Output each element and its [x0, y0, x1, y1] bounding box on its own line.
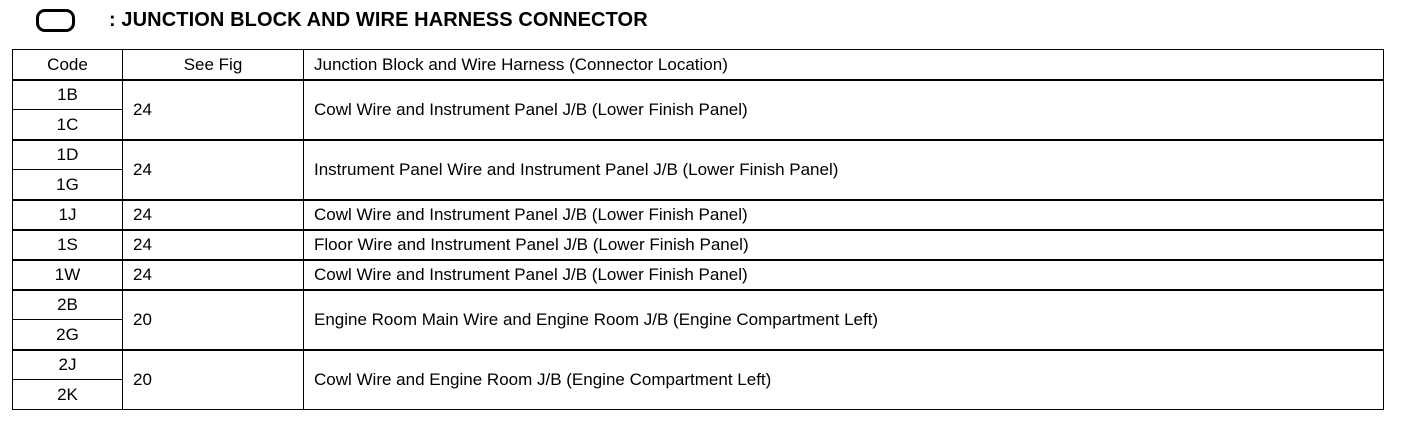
header-see-fig: See Fig [123, 50, 304, 80]
code-cell: 2B [13, 290, 123, 320]
table-row [13, 350, 1384, 380]
code-cell: 1B [13, 80, 123, 110]
see-fig-cell: 24 [123, 230, 304, 260]
table-body [13, 80, 1384, 410]
code-cell: 2K [13, 380, 123, 410]
code-cell: 1C [13, 110, 123, 140]
description-cell: Floor Wire and Instrument Panel J/B (Lower Finish Panel) [304, 230, 1384, 260]
see-fig-cell: 24 [123, 200, 304, 230]
header-code: Code [13, 50, 123, 80]
see-fig-cell: 20 [123, 350, 304, 410]
table-row [13, 230, 1384, 260]
see-fig-cell: 24 [123, 80, 304, 140]
see-fig-cell: 24 [123, 140, 304, 200]
rounded-rectangle-icon [36, 9, 75, 32]
see-fig-cell: 24 [123, 260, 304, 290]
legend [36, 5, 648, 35]
table-row [13, 200, 1384, 230]
code-cell: 1D [13, 140, 123, 170]
description-cell: Instrument Panel Wire and Instrument Panel J/B (Lower Finish Panel) [304, 140, 1384, 200]
description-cell: Cowl Wire and Engine Room J/B (Engine Compartment Left) [304, 350, 1384, 410]
legend-title: : JUNCTION BLOCK AND WIRE HARNESS CONNECTOR [109, 8, 648, 31]
description-cell: Engine Room Main Wire and Engine Room J/B (Engine Compartment Left) [304, 290, 1384, 350]
code-cell: 1W [13, 260, 123, 290]
junction-block-table [12, 49, 1384, 410]
table-row [13, 140, 1384, 170]
code-cell: 2J [13, 350, 123, 380]
code-cell: 2G [13, 320, 123, 350]
code-cell: 1S [13, 230, 123, 260]
see-fig-cell: 20 [123, 290, 304, 350]
description-cell: Cowl Wire and Instrument Panel J/B (Lower Finish Panel) [304, 80, 1384, 140]
table-row [13, 260, 1384, 290]
description-cell: Cowl Wire and Instrument Panel J/B (Lower Finish Panel) [304, 200, 1384, 230]
table-row [13, 290, 1384, 320]
header-description: Junction Block and Wire Harness (Connector Location) [304, 50, 1384, 80]
code-cell: 1J [13, 200, 123, 230]
table-row [13, 80, 1384, 110]
description-cell: Cowl Wire and Instrument Panel J/B (Lower Finish Panel) [304, 260, 1384, 290]
code-cell: 1G [13, 170, 123, 200]
table-header-row [13, 50, 1384, 80]
